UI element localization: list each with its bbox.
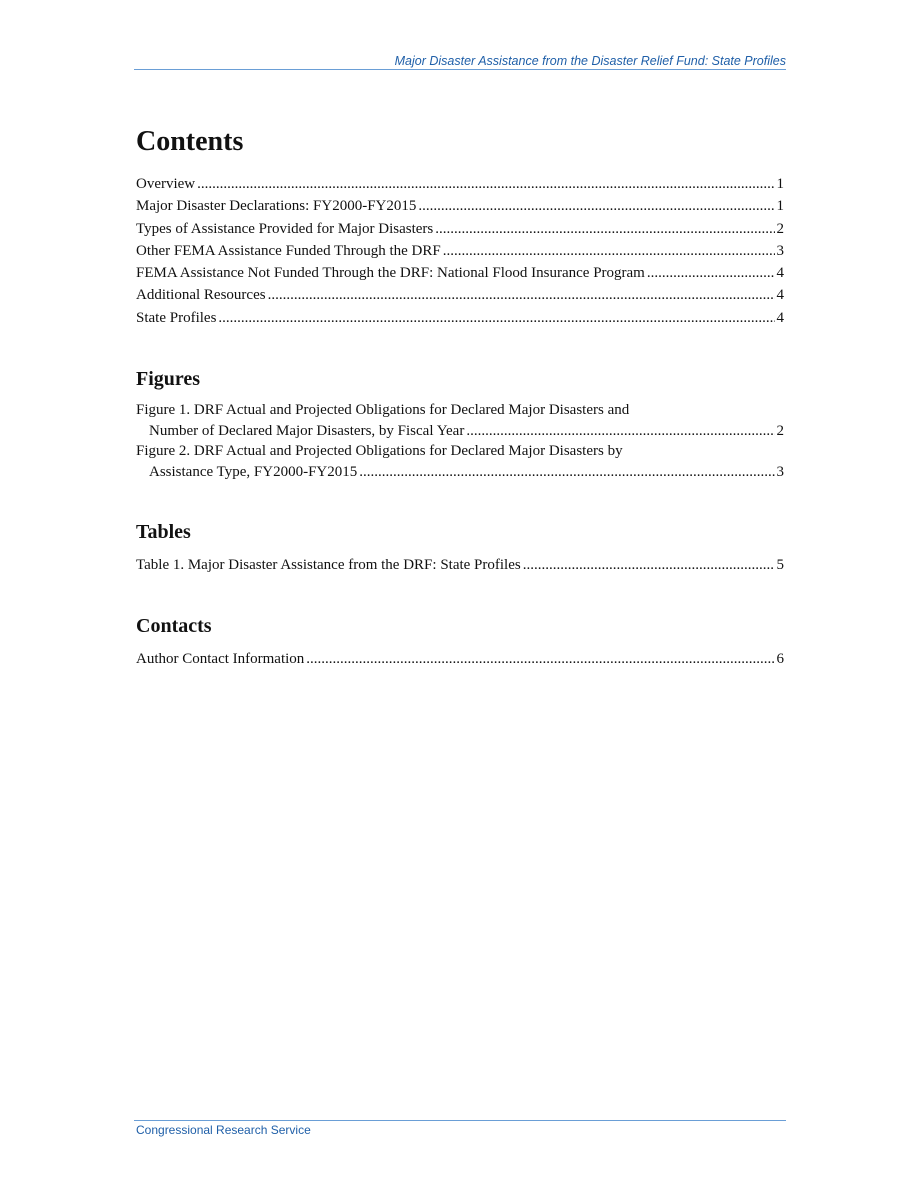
toc-entry-page: 3: [776, 242, 784, 259]
toc-entry-page: 1: [776, 176, 784, 192]
dot-leader: [647, 262, 775, 284]
toc-entry-page: 5: [776, 557, 784, 573]
figures-list: [136, 400, 784, 482]
toc-entry-page: 4: [776, 309, 784, 326]
toc-entry[interactable]: [136, 173, 784, 195]
running-header: Major Disaster Assistance from the Disaster Relief Fund: State Profiles: [134, 54, 786, 70]
toc-entry-page: 3: [776, 463, 784, 480]
dot-leader: [197, 173, 774, 195]
toc-entry-title: Figure 1. DRF Actual and Projected Obligations for Declared Major Disasters and: [136, 402, 630, 418]
toc-entry-title: FEMA Assistance Not Funded Through the DRF: National Flood Insurance Program: [136, 265, 645, 282]
dot-leader: [268, 284, 775, 306]
toc-entry-title: Types of Assistance Provided for Major Disasters: [136, 220, 434, 237]
figure-entry[interactable]: [136, 441, 784, 482]
contents-section: [136, 128, 784, 156]
figure-entry[interactable]: [136, 400, 784, 441]
contacts-list: [136, 648, 784, 670]
table-entry[interactable]: [136, 554, 784, 576]
toc-entry-page: 6: [776, 651, 784, 667]
toc-entry[interactable]: [136, 218, 784, 240]
toc-entry[interactable]: [136, 195, 784, 217]
toc-entry-title: Overview: [136, 176, 196, 192]
contents-heading: Contents: [136, 126, 244, 157]
dot-leader: [218, 307, 774, 329]
contact-entry[interactable]: [136, 648, 784, 670]
dot-leader: [443, 240, 775, 262]
toc-entry-title: Figure 2. DRF Actual and Projected Obligations for Declared Major Disasters by: [136, 443, 623, 459]
tables-heading: Tables: [136, 521, 191, 543]
toc-entry[interactable]: [136, 240, 784, 262]
contacts-section: [136, 616, 784, 636]
toc-entry-page: 4: [776, 287, 784, 304]
toc-entry-title: Other FEMA Assistance Funded Through the DRF: [136, 242, 441, 259]
toc-entry-title: Additional Resources: [136, 287, 266, 304]
toc-entry[interactable]: [136, 262, 784, 284]
dot-leader: [466, 421, 774, 442]
toc-entry-title: Major Disaster Declarations: FY2000-FY2015: [136, 198, 417, 215]
toc-entry-page: 2: [776, 220, 784, 237]
dot-leader: [418, 195, 774, 217]
toc-entry-title-cont: Number of Declared Major Disasters, by Fiscal Year: [149, 422, 465, 439]
dot-leader: [359, 462, 774, 483]
tables-list: [136, 554, 784, 576]
tables-section: [136, 522, 784, 542]
contents-list: [136, 173, 784, 329]
figures-heading: Figures: [136, 368, 201, 390]
figures-section: [136, 369, 784, 389]
toc-entry[interactable]: [136, 284, 784, 306]
dot-leader: [306, 648, 774, 670]
dot-leader: [523, 554, 775, 576]
footer-rule: [134, 1120, 786, 1121]
toc-entry-page: 4: [776, 265, 784, 282]
toc-entry-page: 2: [776, 422, 784, 439]
toc-entry-title: State Profiles: [136, 309, 217, 326]
footer-org: Congressional Research Service: [136, 1123, 311, 1137]
toc-entry-title-cont: Assistance Type, FY2000-FY2015: [149, 463, 358, 480]
toc-entry[interactable]: [136, 307, 784, 329]
toc-entry-title: Author Contact Information: [136, 651, 305, 667]
toc-entry-page: 1: [776, 198, 784, 215]
toc-entry-title: Table 1. Major Disaster Assistance from the DRF: State Profiles: [136, 557, 521, 573]
contacts-heading: Contacts: [136, 615, 212, 637]
dot-leader: [435, 218, 774, 240]
